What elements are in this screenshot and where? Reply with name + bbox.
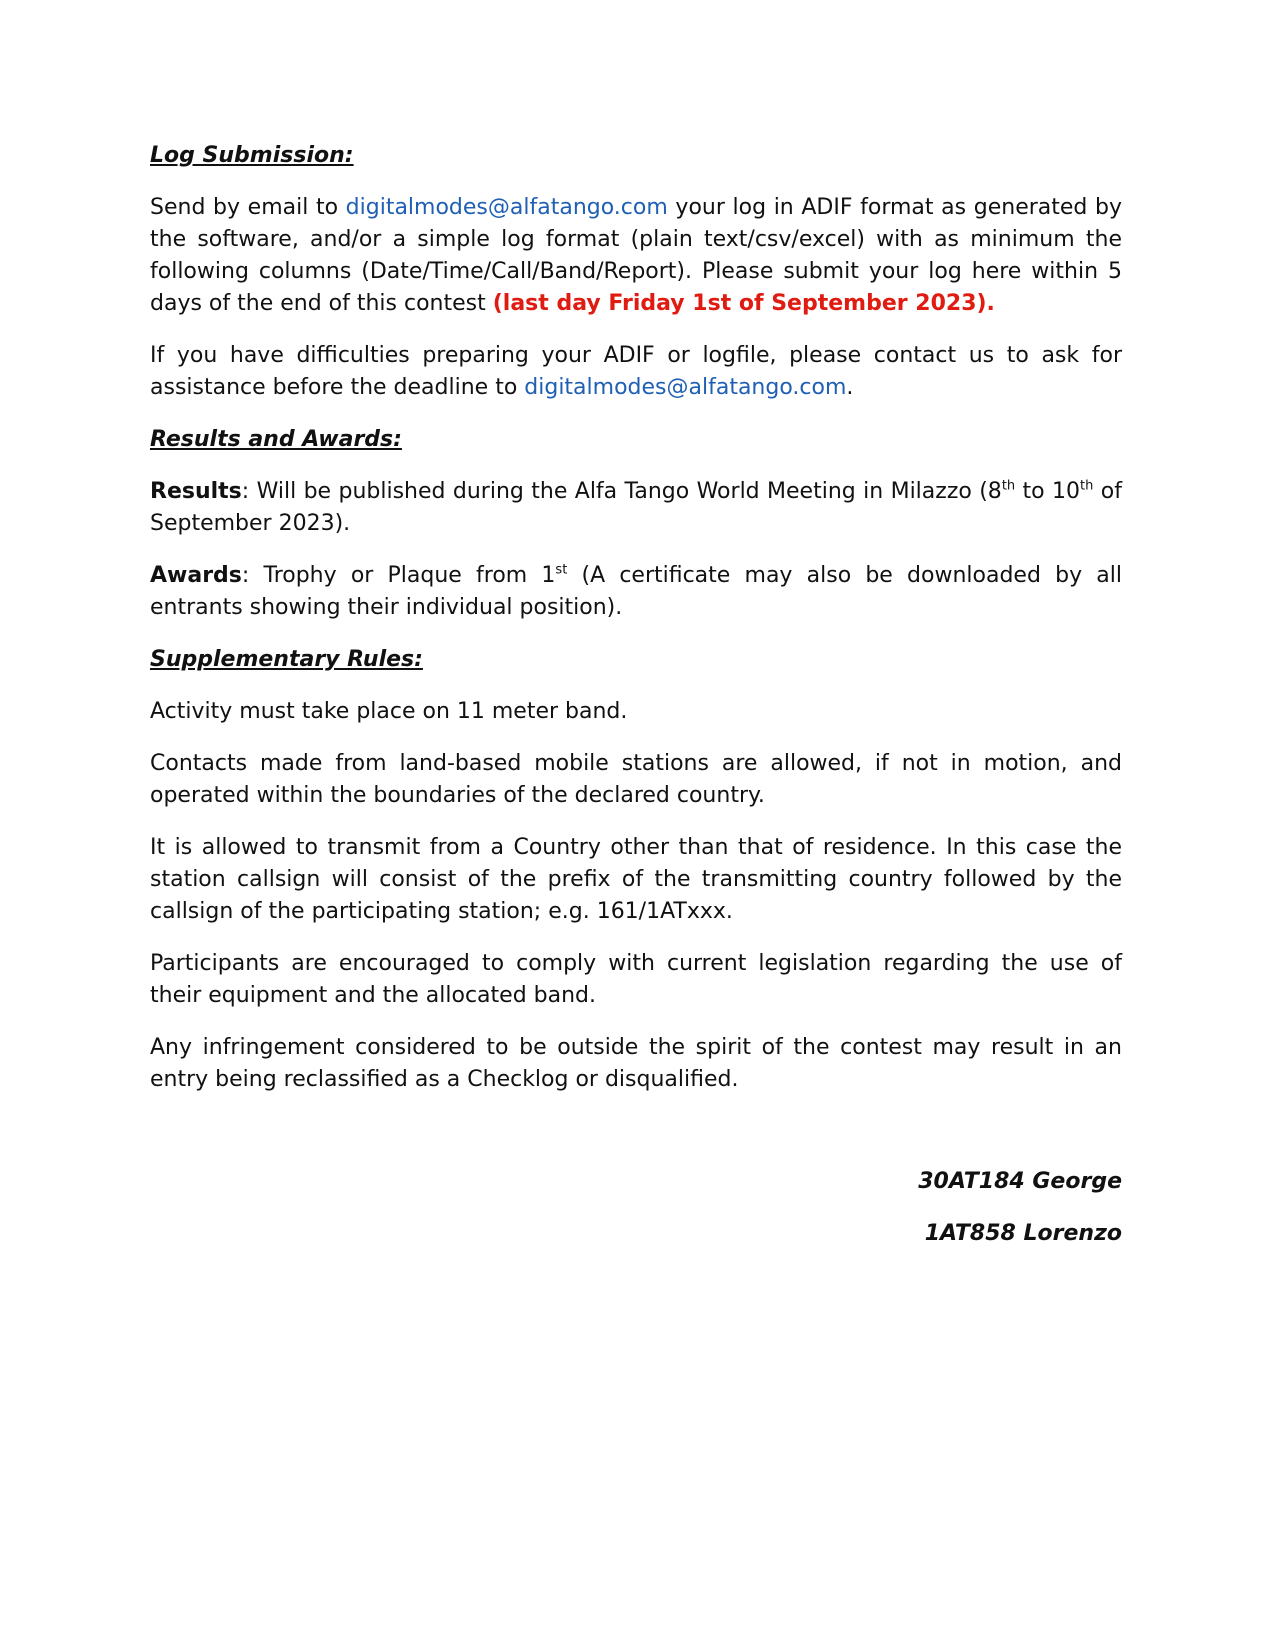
results-text: of September 2023). bbox=[150, 479, 1122, 536]
document-page bbox=[150, 140, 1122, 1270]
awards-text: (A certificate may also be downloaded by all entrants showing their individual position). bbox=[150, 563, 1122, 620]
ordinal-suffix: th bbox=[1080, 478, 1094, 494]
awards-text: : Trophy or Plaque from 1 bbox=[241, 563, 556, 588]
assistance-text: If you have difficulties preparing your ADIF or logfile, please contact us to ask for assistance before the deadline to bbox=[150, 343, 1122, 400]
email-link[interactable]: digitalmodes@alfatango.com bbox=[345, 195, 668, 220]
email-link[interactable]: digitalmodes@alfatango.com bbox=[524, 375, 847, 400]
signature-lorenzo: 1AT858 Lorenzo bbox=[924, 1221, 1122, 1246]
awards-label: Awards bbox=[150, 563, 242, 588]
deadline-text: (last day Friday 1st of September 2023). bbox=[492, 291, 995, 316]
signature-block bbox=[150, 1166, 1122, 1250]
rule-paragraph: It is allowed to transmit from a Country other than that of residence. In this case the station callsign will consist of the prefix of the transmitting country followed by the callsign of the participating station; e.g. 161/1ATxxx. bbox=[150, 835, 1122, 924]
rule-paragraph: Any infringement considered to be outside the spirit of the contest may result in an entry being reclassified as a Checklog or disqualified. bbox=[150, 1035, 1122, 1092]
rule-paragraph: Participants are encouraged to comply with current legislation regarding the use of their equipment and the allocated band. bbox=[150, 951, 1122, 1008]
assistance-text: . bbox=[846, 375, 854, 400]
log-submission-heading: Log Submission: bbox=[150, 143, 354, 168]
results-paragraph bbox=[150, 476, 1122, 540]
rule-paragraph: Activity must take place on 11 meter band. bbox=[150, 699, 628, 724]
results-awards-heading: Results and Awards: bbox=[150, 427, 402, 452]
results-text: : Will be published during the Alfa Tango World Meeting in Milazzo (8 bbox=[241, 479, 1002, 504]
supplementary-rules-heading: Supplementary Rules: bbox=[150, 647, 423, 672]
ordinal-suffix: th bbox=[1001, 478, 1016, 494]
log-submission-text: your log in ADIF format as generated by the software, and/or a simple log format (plain text/csv/excel) with as minimum the following columns (Date/Time/Call/Band/Report). Please submit your log here within 5 days of the end of this contest bbox=[150, 195, 1122, 316]
awards-paragraph bbox=[150, 560, 1122, 624]
rule-paragraph: Contacts made from land-based mobile stations are allowed, if not in motion, and operated within the boundaries of the declared country. bbox=[150, 751, 1122, 808]
results-text: to 10 bbox=[1015, 479, 1081, 504]
results-label: Results bbox=[150, 479, 242, 504]
log-submission-paragraph bbox=[150, 192, 1122, 320]
signature-george: 30AT184 George bbox=[918, 1169, 1122, 1194]
ordinal-suffix: st bbox=[555, 562, 568, 578]
log-submission-text: Send by email to bbox=[150, 195, 346, 220]
assistance-paragraph bbox=[150, 340, 1122, 404]
